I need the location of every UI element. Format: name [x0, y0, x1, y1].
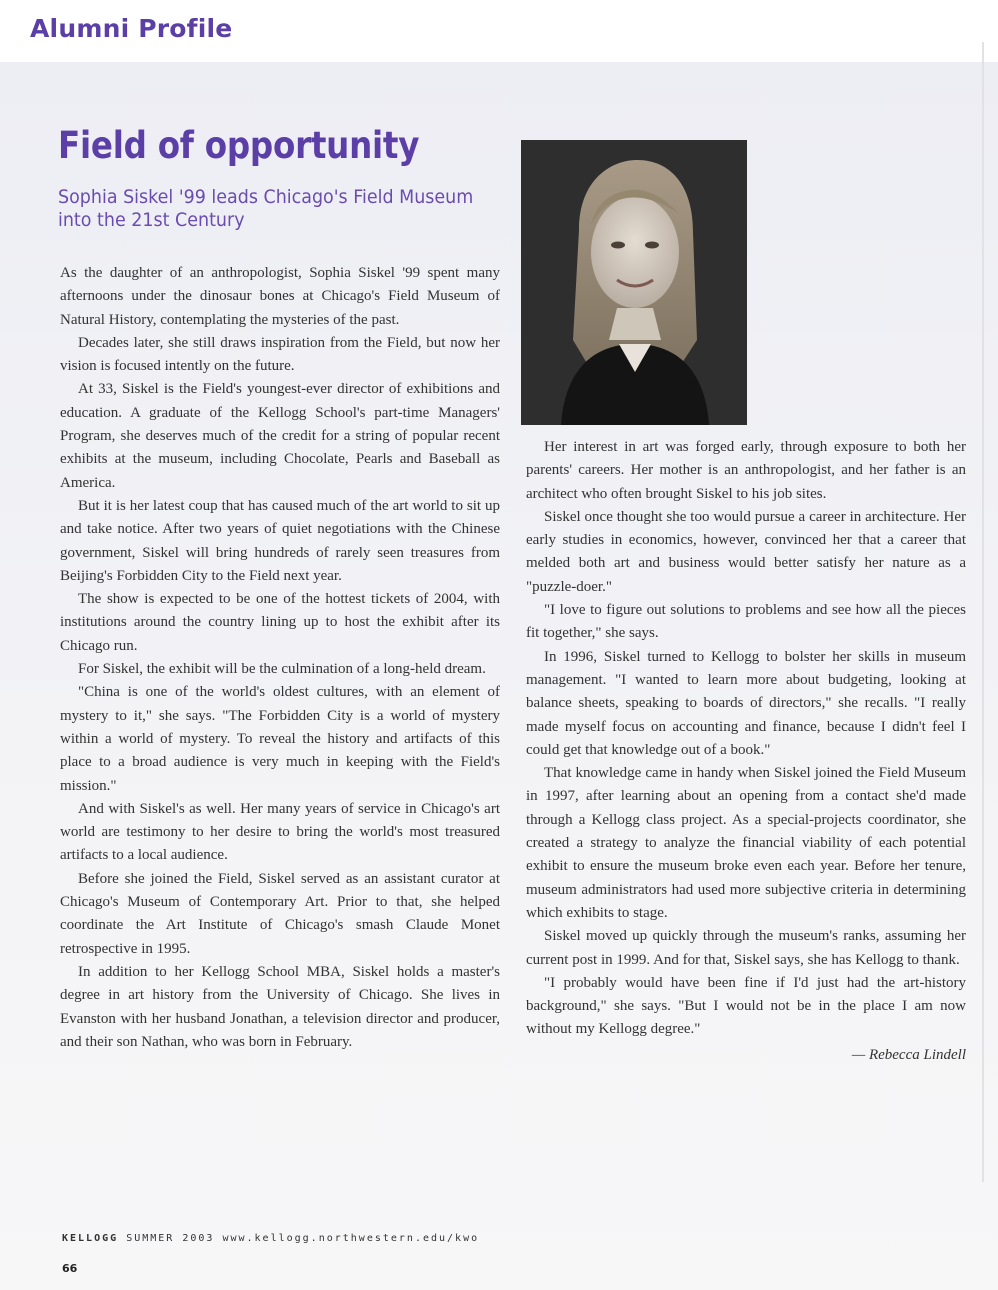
paragraph: Siskel moved up quickly through the museum's ranks, assuming her current post in 1999. And for that, Siskel says, she has Kellogg to thank.	[526, 928, 966, 968]
paragraph: For Siskel, the exhibit will be the culmination of a long-held dream.	[78, 661, 486, 678]
paragraph: Siskel once thought she too would pursue a career in architecture. Her early studies in economics, however, convinced her that a career that melded both art and business would better satisfy her nature as a "puzzle-doer."	[526, 508, 966, 595]
paragraph: "I love to figure out solutions to problems and see how all the pieces fit together," she says.	[526, 602, 966, 642]
paragraph: At 33, Siskel is the Field's youngest-ever director of exhibitions and education. A graduate of the Kellogg School's part-time Managers' Program, she deserves much of the credit for a string of popular recent exhibits at the museum, including Chocolate, Pearls and Baseball as America.	[60, 381, 500, 491]
paragraph: Her interest in art was forged early, through exposure to both her parents' careers. Her mother is an anthropologist, and her father is an architect who often brought Siskel to his job sites.	[526, 439, 966, 502]
footer	[62, 1233, 479, 1244]
paragraph: In addition to her Kellogg School MBA, Siskel holds a master's degree in art history from the University of Chicago. She lives in Evanston with her husband Jonathan, a television director and producer, and their son Nathan, who was born in February.	[60, 963, 500, 1050]
section-label: Alumni Profile	[30, 14, 233, 43]
paragraph: Decades later, she still draws inspiration from the Field, but now her vision is focused intently on the future.	[60, 334, 500, 375]
footer-issue: SUMMER 2003	[126, 1233, 215, 1244]
page-gutter	[982, 42, 984, 1182]
paragraph: But it is her latest coup that has caused much of the art world to sit up and take notice. After two years of quiet negotiations with the Chinese government, Siskel will bring hundreds of rarely seen treasures from Beijing's Forbidden City to the Field next year.	[60, 497, 500, 584]
footer-url: www.kellogg.northwestern.edu/kwo	[222, 1233, 480, 1244]
paragraph: The show is expected to be one of the hottest tickets of 2004, with institutions around the country lining up to host the exhibit after its Chicago run.	[60, 591, 500, 654]
paragraph: "China is one of the world's oldest cultures, with an element of mystery to it," she says. "The Forbidden City is a world of mystery within a world of mystery. To reveal the history and artifacts of this place to a broad audience is very much in keeping with the Field's mission."	[60, 684, 500, 794]
article-subtitle: Sophia Siskel '99 leads Chicago's Field Museum into the 21st Century	[58, 186, 474, 231]
paragraph: And with Siskel's as well. Her many years of service in Chicago's art world are testimony to her desire to bring the world's most treasured artifacts to a local audience.	[60, 800, 500, 864]
paragraph: That knowledge came in handy when Siskel joined the Field Museum in 1997, after learning about an opening from a contact she'd made through a Kellogg class project. As a special-projects coordinator, she created a strategy to analyze the financial viability of each potential exhibit to ensure the museum broke even each year. Before her tenure, museum administrators had used more subjective criteria in determining which exhibits to stage.	[526, 765, 966, 921]
portrait-illustration	[521, 140, 747, 425]
page-number: 66	[62, 1262, 78, 1275]
paragraph: Before she joined the Field, Siskel served as an assistant curator at Chicago's Museum of Contemporary Art. Prior to that, she helped coordinate the Art Institute of Chicago's smash Claude Monet retrospective in 1995.	[60, 870, 500, 957]
author-signature: — Rebecca Lindell	[851, 1046, 966, 1063]
paragraph: "I probably would have been fine if I'd just had the art-history background," she says. "But I would not be in the place I am now without my Kellogg degree."	[526, 974, 966, 1038]
paragraph: In 1996, Siskel turned to Kellogg to bolster her skills in museum management. "I wanted to learn more about budgeting, looking at balance sheets, speaking to boards of directors," she recalls. "I really made myself focus on accounting and finance, because I didn't feel I could get that knowledge out of a book."	[526, 648, 966, 758]
portrait-photo	[521, 140, 747, 425]
footer-brand: KELLOGG	[62, 1233, 119, 1244]
article-column-right	[526, 436, 966, 1067]
article-column-left	[60, 262, 500, 1054]
paragraph: As the daughter of an anthropologist, Sophia Siskel '99 spent many afternoons under the dinosaur bones at Chicago's Field Museum of Natural History, contemplating the mysteries of the past.	[60, 265, 500, 328]
header-band	[0, 0, 998, 62]
article-title: Field of opportunity	[58, 124, 420, 167]
